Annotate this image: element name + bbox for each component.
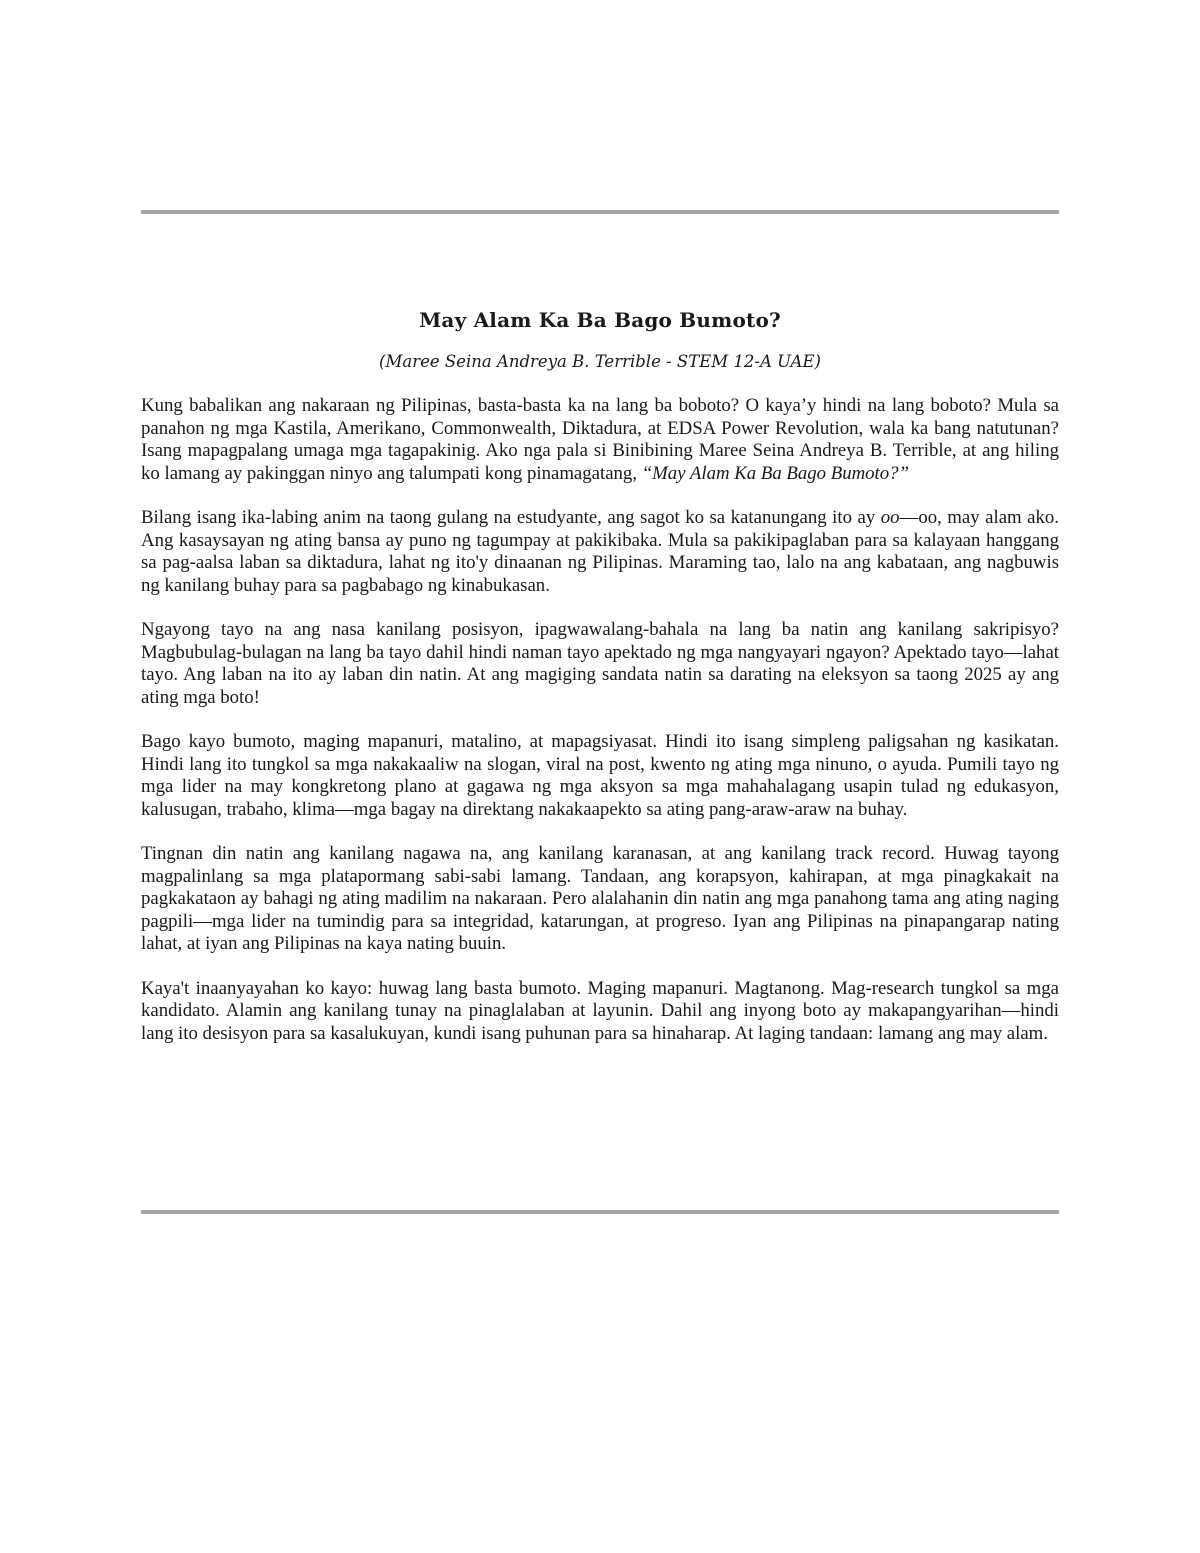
paragraph-2-start: Bilang isang ika-labing anim na taong gulang na estudyante, ang sagot ko sa katanungang ito ay — [141, 507, 881, 528]
author-byline: (Maree Seina Andreya B. Terrible - STEM 12-A UAE) — [379, 352, 821, 371]
bottom-horizontal-rule — [141, 1210, 1059, 1214]
paragraph-2-rest: —oo, may alam ako. Ang kasaysayan ng ating bansa ay puno ng tagumpay at pakikibaka. Mula sa pakikipaglaban para sa kalayaan hanggang sa pag-aalsa laban sa diktadura, lahat ng ito'y dinaanan ng Pilipinas. Maraming tao, lalo na ang kabataan, ang nagbuwis ng kanilang buhay para sa pagbabago ng kinabukasan. — [141, 507, 1059, 596]
paragraph-1-text: Kung babalikan ang nakaraan ng Pilipinas, basta-basta ka na lang ba boboto? O kaya’y hindi na lang boboto? Mula sa panahon ng mga Kastila, Amerikano, Commonwealth, Diktadura, at EDSA Power Revolution, wala ka bang natutunan? Isang mapagpalang umaga mga tagapakinig. Ako nga pala si Binibining Maree Seina Andreya B. Terrible, at ang hiling ko lamang ay pakinggan ninyo ang talumpati kong pinamagatang, — [141, 395, 1059, 484]
top-horizontal-rule — [141, 210, 1059, 214]
paragraph-1 — [141, 395, 1059, 485]
paragraph-3: Ngayong tayo na ang nasa kanilang posisyon, ipagwawalang-bahala na lang ba natin ang kanilang sakripisyo? Magbubulag-bulagan na lang ba tayo dahil hindi naman tayo apektado ng mga nangyayari ngayon? Apektado tayo—lahat tayo. Ang laban na ito ay laban din natin. At ang magiging sandata natin sa darating na eleksyon sa taong 2025 ay ang ating mga boto! — [141, 619, 1059, 708]
paragraph-2 — [141, 507, 1059, 597]
document-title: May Alam Ka Ba Bago Bumoto? — [419, 308, 781, 332]
paragraph-6: Kaya't inaanyayahan ko kayo: huwag lang basta bumoto. Maging mapanuri. Magtanong. Mag-research tungkol sa mga kandidato. Alamin ang kanilang tunay na pinaglalaban at layunin. Dahil ang inyong boto ay makapangyarihan—hindi lang ito desisyon para sa kasalukuyan, kundi isang puhunan para sa hinaharap. At laging tandaan: lamang ang may alam. — [141, 977, 1059, 1044]
paragraph-5: Tingnan din natin ang kanilang nagawa na, ang kanilang karanasan, at ang kanilang track record. Huwag tayong magpalinlang sa mga platapormang sabi-sabi lamang. Tandaan, ang korapsyon, kahirapan, at mga pinagkakait na pagkakataon ay bahagi ng ating madilim na nakaraan. Pero alalahanin din natin ang mga panahong tama ang ating naging pagpili—mga lider na tumindig para sa integridad, katarungan, at progreso. Iyan ang Pilipinas na pinapangarap nating lahat, at iyan ang Pilipinas na kaya nating buuin. — [141, 843, 1059, 954]
speech-document — [141, 303, 1059, 1067]
paragraph-2-oo: oo — [880, 507, 900, 528]
speech-title-quote: “May Alam Ka Ba Bago Bumoto?” — [641, 462, 910, 484]
paragraph-4: Bago kayo bumoto, maging mapanuri, matalino, at mapagsiyasat. Hindi ito isang simpleng paligsahan ng kasikatan. Hindi lang ito tungkol sa mga nakakaaliw na slogan, viral na post, kwento ng ating mga ninuno, o ayuda. Pumili tayo ng mga lider na may kongkretong plano at gagawa ng mga aksyon sa mga mahahalagang usapin tulad ng edukasyon, kalusugan, trabaho, klima—mga bagay na direktang nakakaapekto sa ating pang-araw-araw na buhay. — [141, 731, 1059, 820]
